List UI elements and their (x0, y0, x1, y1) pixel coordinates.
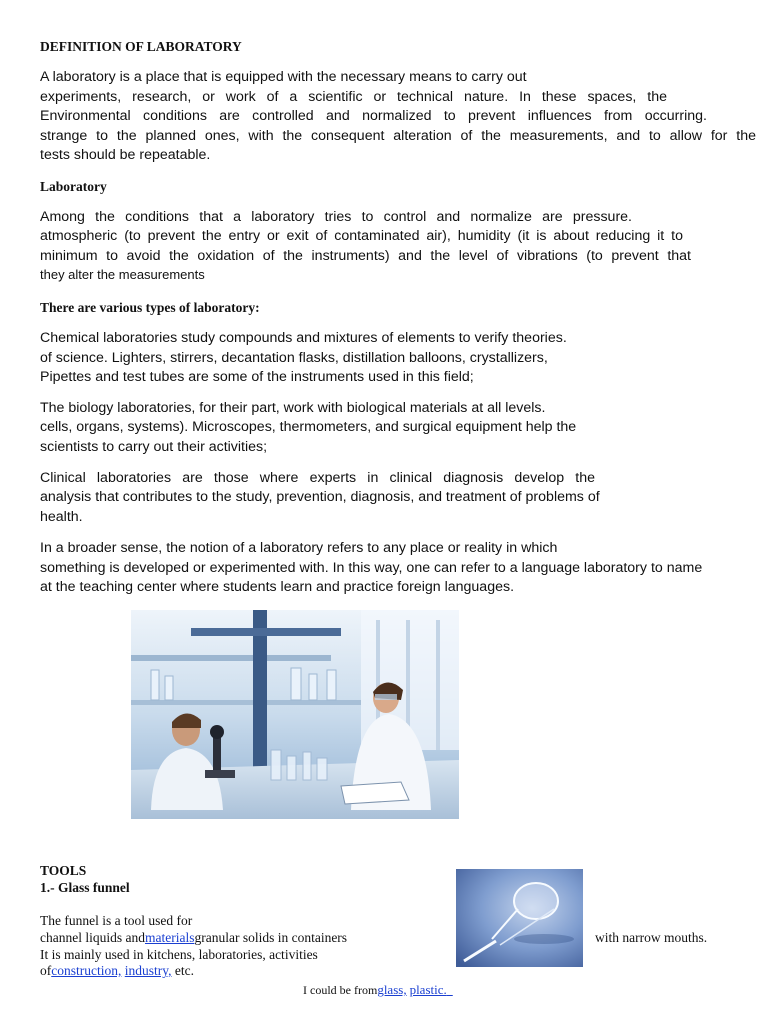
definition-line-4: strange to the planned ones, with the consequent alteration of the measurements, and to allow for the (40, 127, 756, 144)
tools-heading: TOOLS (40, 863, 87, 878)
laboratory-line-4: they alter the measurements (40, 267, 205, 282)
funnel-line-4-post: etc. (174, 963, 194, 978)
definition-heading: DEFINITION OF LABORATORY (40, 39, 242, 54)
funnel-line-2-tail: with narrow mouths. (595, 930, 708, 945)
clinical-line-1: Clinical laboratories are those where experts in clinical diagnosis develop the (40, 469, 595, 486)
funnel-line-2-post: granular solids in containers (194, 930, 348, 945)
plastic-link[interactable]: plastic. (409, 982, 447, 997)
laboratory-line-2: atmospheric (to prevent the entry or exit of contaminated air), humidity (it is about reducing it to (40, 228, 683, 244)
broader-line-1: In a broader sense, the notion of a laboratory refers to any place or reality in which (40, 540, 558, 556)
broader-line-2: something is developed or experimented with. In this way, one can refer to a language laboratory to name (40, 559, 703, 576)
bottom-line (303, 982, 453, 998)
chemical-line-2: of science. Lighters, stirrers, decantation flasks, distillation balloons, crystallizers, (40, 349, 548, 366)
funnel-line-2-pre: channel liquids and (40, 930, 145, 945)
definition-line-5: tests should be repeatable. (40, 147, 211, 163)
definition-line-1: A laboratory is a place that is equipped with the necessary means to carry out (40, 69, 527, 85)
funnel-line-1: The funnel is a tool used for (40, 913, 193, 928)
definition-line-3: Environmental conditions are controlled and normalized to prevent influences from occurring. (40, 108, 707, 124)
biology-line-1: The biology laboratories, for their part, work with biological materials at all levels. (40, 399, 546, 416)
bottom-line-pre: I could be from (303, 983, 378, 997)
funnel-heading: 1.- Glass funnel (40, 880, 130, 895)
laboratory-heading: Laboratory (40, 179, 107, 194)
laboratory-line-1: Among the conditions that a laboratory tries to control and normalize are pressure. (40, 208, 632, 225)
biology-line-3: scientists to carry out their activities; (40, 438, 268, 455)
funnel-line-4-pre: of (40, 963, 52, 978)
laboratory-line-3: minimum to avoid the oxidation of the instruments) and the level of vibrations (to prevent that (40, 247, 691, 264)
clinical-line-2: analysis that contributes to the study, prevention, diagnosis, and treatment of problems of (40, 489, 600, 505)
types-heading: There are various types of laboratory: (40, 300, 260, 315)
biology-line-2: cells, organs, systems). Microscopes, thermometers, and surgical equipment help the (40, 419, 577, 435)
chemical-line-3: Pipettes and test tubes are some of the instruments used in this field; (40, 369, 474, 385)
clinical-line-3: health. (40, 508, 83, 525)
definition-line-2: experiments, research, or work of a scientific or technical nature. In these spaces, the (40, 88, 667, 105)
glass-funnel-photo (456, 869, 583, 967)
funnel-line-2 (40, 929, 347, 946)
industry-link[interactable]: industry, (124, 963, 172, 978)
funnel-line-4 (40, 962, 194, 979)
construction-link[interactable]: construction, (51, 963, 122, 978)
chemical-line-1: Chemical laboratories study compounds and mixtures of elements to verify theories. (40, 330, 567, 346)
laboratory-photo (131, 610, 459, 819)
funnel-line-3: It is mainly used in kitchens, laboratories, activities (40, 947, 318, 962)
broader-line-3: at the teaching center where students learn and practice foreign languages. (40, 579, 515, 595)
materials-link[interactable]: materials (144, 930, 195, 945)
glass-link[interactable]: glass, (377, 982, 407, 997)
